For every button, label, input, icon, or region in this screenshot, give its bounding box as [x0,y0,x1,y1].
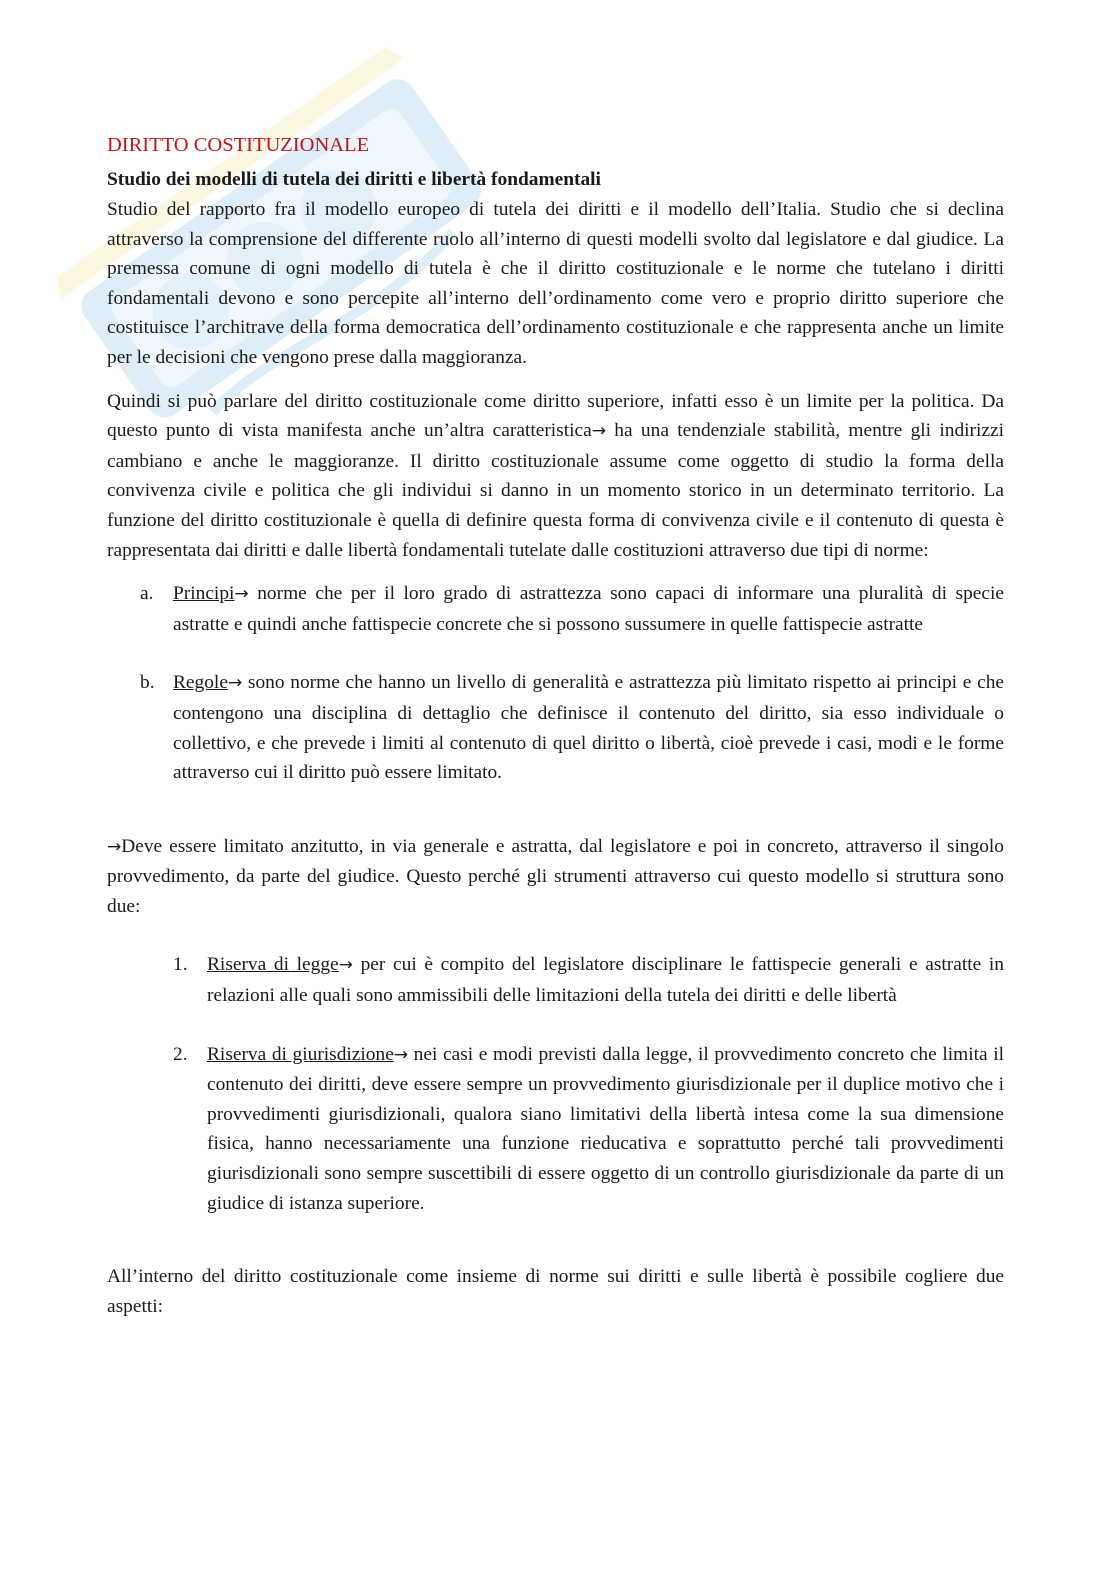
arrow-icon: → [107,836,122,857]
list-item-riserva-di-legge [107,950,1004,1010]
norm-types-list [107,579,1004,788]
instruments-list [107,950,1004,1218]
list-item-text: nei casi e modi previsti dalla legge, il provvedimento concreto che limita il contenuto dei diritti, deve essere sempre un provvedimento giurisdizionale per il duplice motivo che i provvedimenti giurisdizionali, qualora siano limitativi della libertà intesa come la sua dimensione fisica, hanno necessariamente una funzione rieducativa e soprattutto perché tali provvedimenti giurisdizionali sono sempre suscettibili di essere oggetto di un controllo giurisdizionale da parte di un giudice di istanza superiore. [207,1043,1004,1214]
term-regole: Regole [173,672,228,694]
paragraph-2-start: Quindi si può parlare del diritto costituzionale come diritto superiore, infatti esso è un limite per la politica. Da questo punto di vista manifesta anche un’altra caratteristica [107,390,1004,442]
list-item-principi [107,579,1004,639]
term-riserva-di-legge: Riserva di legge [207,954,339,976]
list-item-text: per cui è compito del legislatore disciplinare le fattispecie generali e astratte in relazioni alle quali sono ammissibili delle limitazioni della tutela dei diritti e delle libertà [207,954,1004,1007]
list-marker: a. [140,583,154,605]
arrow-icon: → [234,584,249,605]
document-page [107,130,1004,1321]
arrow-icon: → [591,421,606,442]
list-item-regole [107,668,1004,787]
arrow-icon: → [338,955,353,976]
paragraph-2-end: ha una tendenziale stabilità, mentre gli indirizzi cambiano e anche le maggioranze. Il diritto costituzionale assume come oggetto di studio la forma della convivenza civile e politica che gli individui si danno in un momento storico in un determinato territorio. La funzione del diritto costituzionale è quella di definire questa forma di convivenza civile e il contenuto di questa è rappresentata dai diritti e dalle libertà fondamentali tutelate dalle costituzioni attraverso due tipi di norme: [107,420,1004,561]
term-riserva-di-giurisdizione: Riserva di giurisdizione [207,1043,394,1065]
arrow-icon: → [393,1044,409,1065]
term-principi: Principi [173,583,235,605]
paragraph-intro: Studio del rapporto fra il modello europeo di tutela dei diritti e il modello dell’Italia. Studio che si declina attraverso la comprensione del differente ruolo all’interno di questi modelli svolto dal legislatore e dal giudice. La premessa comune di ogni modello di tutela è che il diritto costituzionale e le norme che tutelano i diritti fondamentali devono e sono percepite all’interno dell’ordinamento come vero e proprio diritto superiore che costituisce l’architrave della forma democratica dell’ordinamento costituzionale e che rappresenta anche un limite per le decisioni che vengono prese dalla maggioranza. [107,199,1004,368]
list-marker: 2. [173,1043,188,1065]
list-marker: 1. [173,954,188,976]
paragraph-limitazione [107,832,1004,922]
document-title: DIRITTO COSTITUZIONALE [107,134,370,156]
section-heading: Studio dei modelli di tutela dei diritti e libertà fondamentali [107,169,601,190]
paragraph-due-aspetti: All’interno del diritto costituzionale come insieme di norme sui diritti e sulle libertà è possibile cogliere due aspetti: [107,1266,1004,1317]
list-marker: b. [140,672,155,694]
list-item-text: norme che per il loro grado di astrattezza sono capaci di informare una pluralità di specie astratte e quindi anche fattispecie concrete che si possono sussumere in quelle fattispecie astratte [173,583,1004,635]
arrow-icon: → [227,673,243,694]
list-item-riserva-di-giurisdizione [107,1040,1004,1219]
paragraph-3-text: Deve essere limitato anzitutto, in via generale e astratta, dal legislatore e poi in concreto, attraverso il singolo provvedimento, da parte del giudice. Questo perché gli strumenti attraverso cui questo modello si struttura sono due: [107,835,1004,917]
list-item-text: sono norme che hanno un livello di generalità e astrattezza più limitato rispetto ai principi e che contengono una disciplina di dettaglio che definisce il contenuto del diritto, sia esso individuale o collettivo, e che prevede i limiti al contenuto di quel diritto o libertà, cioè prevede i casi, modi e le forme attraverso cui il diritto può essere limitato. [173,672,1004,784]
paragraph-diritto-superiore [107,387,1004,566]
